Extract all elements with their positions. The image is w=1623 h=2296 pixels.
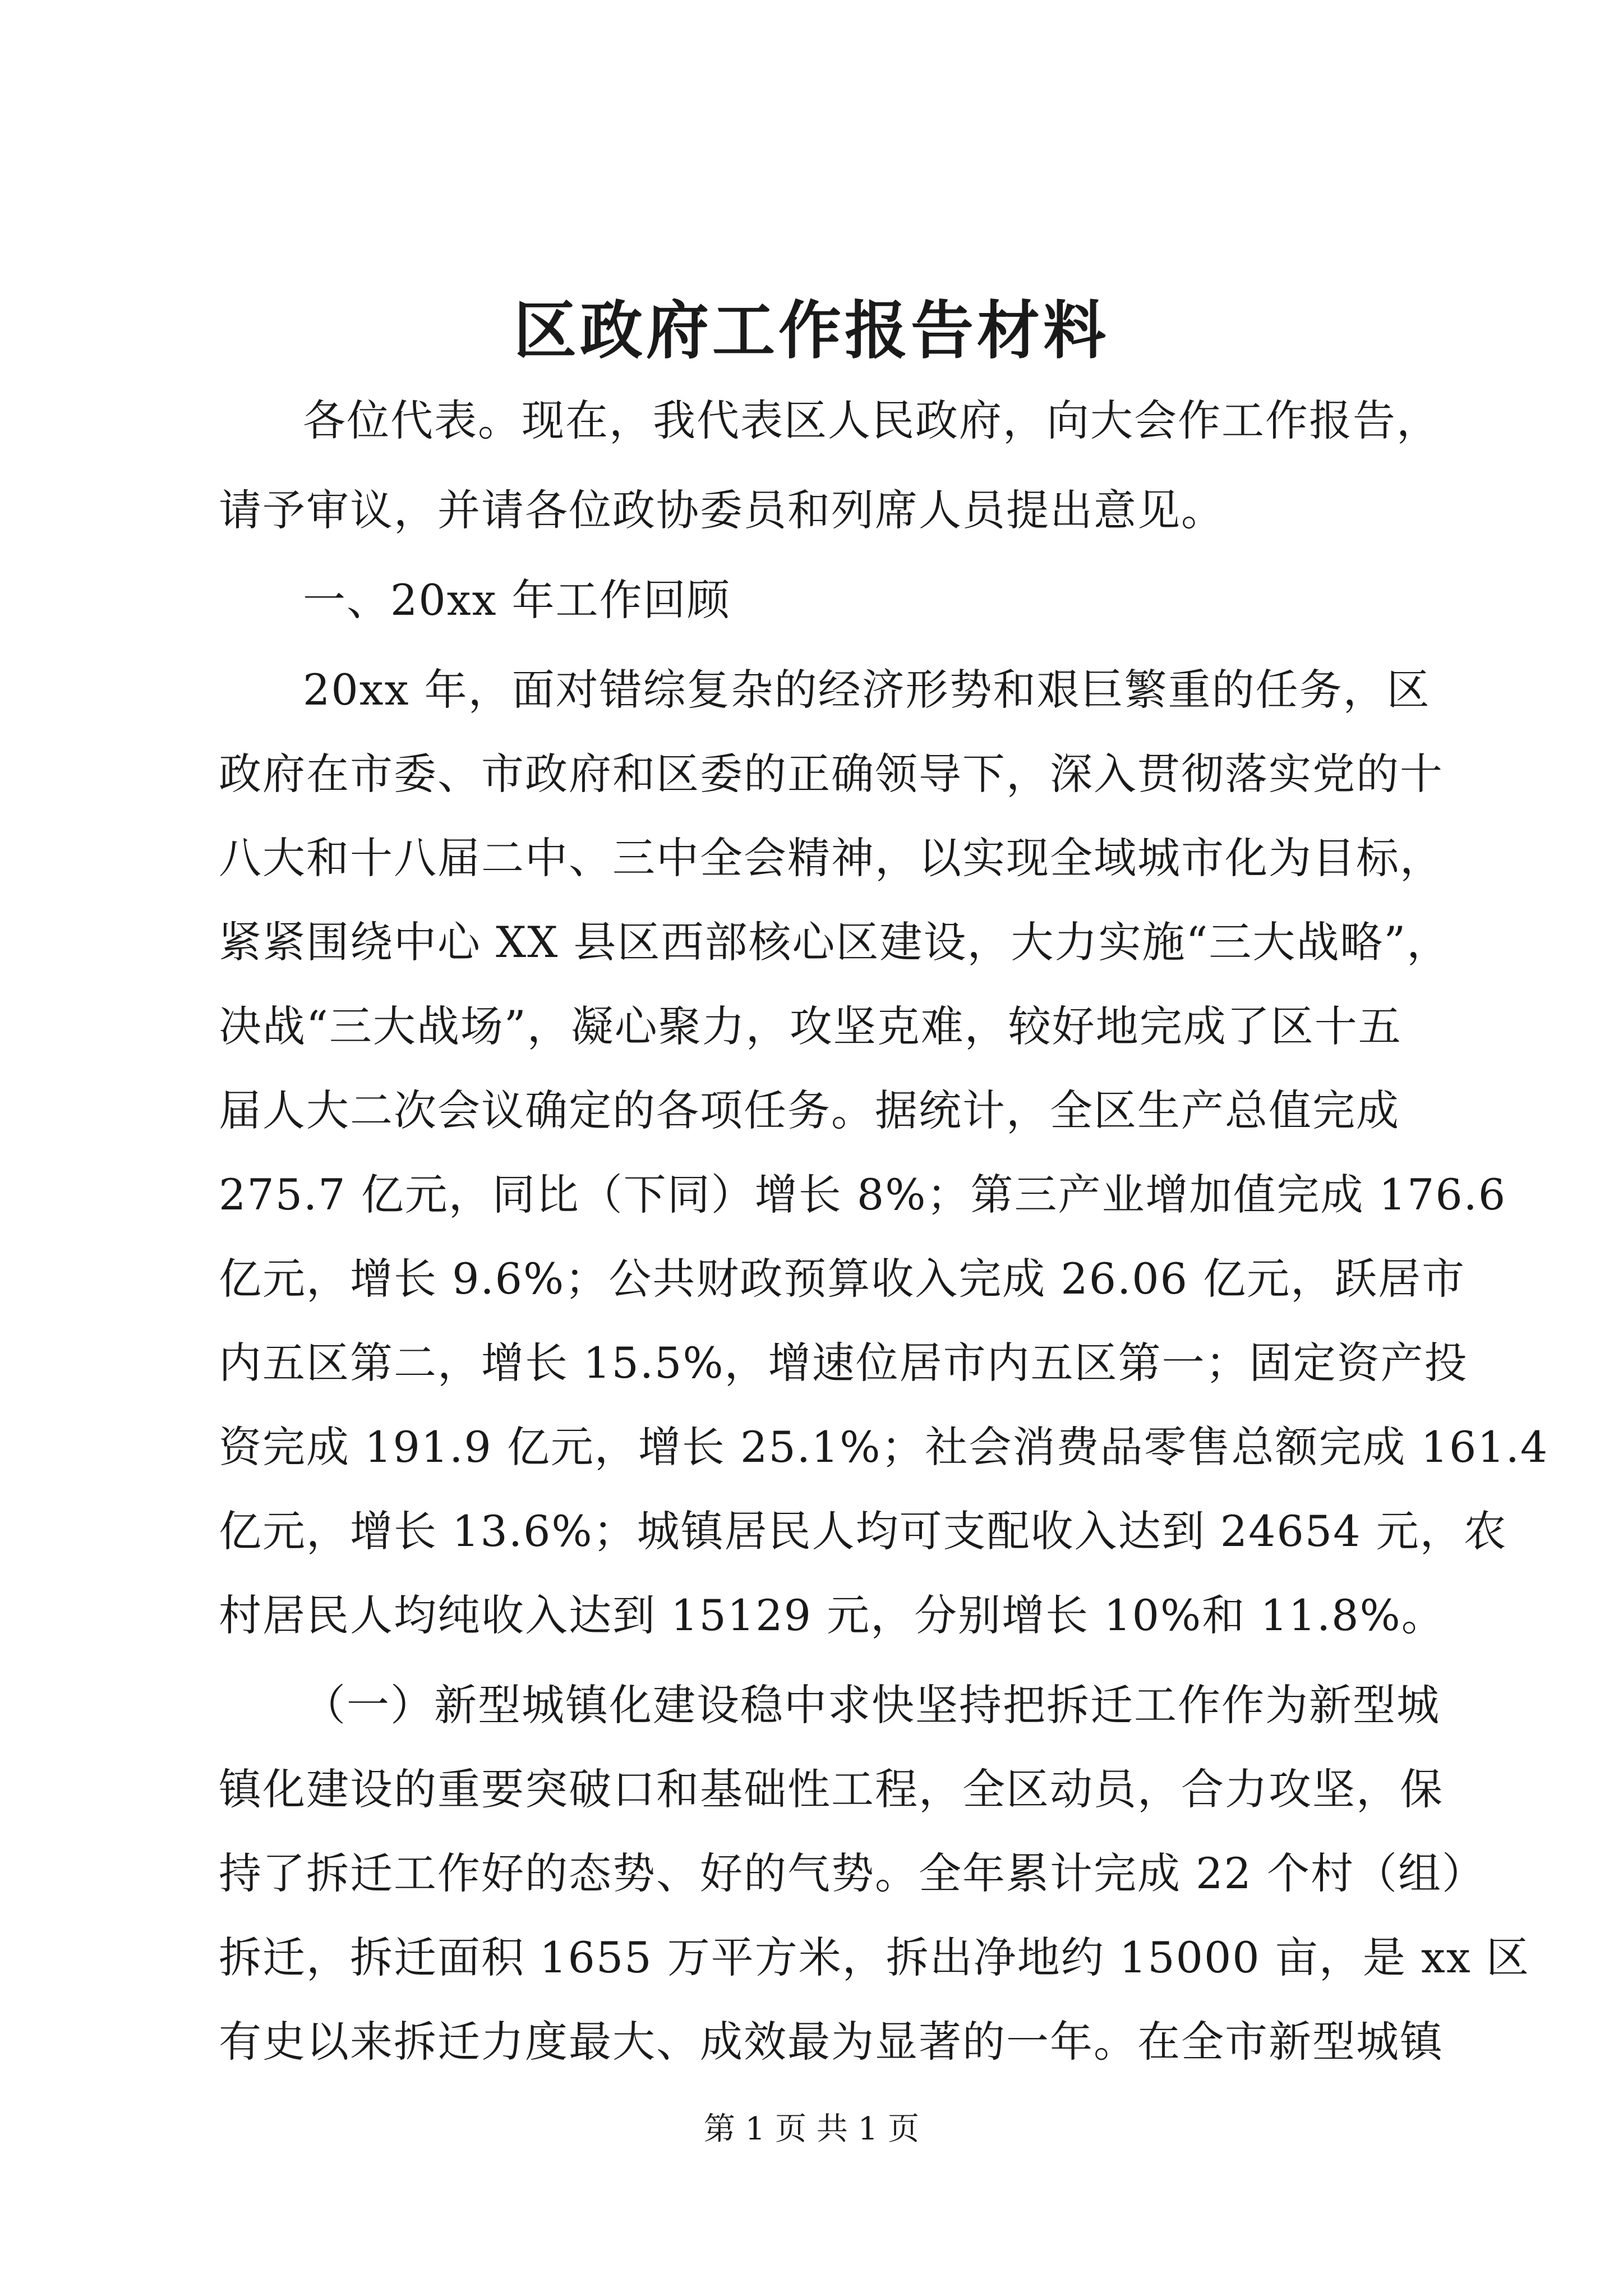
document-title: 区政府工作报告材料 <box>514 294 1109 367</box>
body-line: 内五区第二，增长 15.5%，增速位居市内五区第一；固定资产投 <box>219 1338 1468 1388</box>
body-line: 亿元，增长 9.6%；公共财政预算收入完成 26.06 亿元，跃居市 <box>219 1254 1466 1304</box>
page-footer: 第 1 页 共 1 页 <box>703 2111 920 2147</box>
body-line: 持了拆迁工作好的态势、好的气势。全年累计完成 22 个村（组） <box>219 1848 1486 1898</box>
body-line: 八大和十八届二中、三中全会精神，以实现全域城市化为目标， <box>219 833 1444 883</box>
body-line: 20xx 年，面对错综复杂的经济形势和艰巨繁重的任务，区 <box>303 665 1431 715</box>
body-line: 届人大二次会议确定的各项任务。据统计，全区生产总值完成 <box>219 1085 1400 1135</box>
body-line: 资完成 191.9 亿元，增长 25.1%；社会消费品零售总额完成 161.4 <box>219 1422 1549 1472</box>
body-line: 紧紧围绕中心 XX 县区西部核心区建设，大力实施“三大战略”， <box>219 917 1451 967</box>
body-line: 请予审议，并请各位政协委员和列席人员提出意见。 <box>219 485 1225 535</box>
body-line: 拆迁，拆迁面积 1655 万平方米，拆出净地约 15000 亩，是 xx 区 <box>219 1932 1530 1982</box>
body-line: 有史以来拆迁力度最大、成效最为显著的一年。在全市新型城镇 <box>219 2017 1444 2067</box>
body-line: （一）新型城镇化建设稳中求快坚持把拆迁工作作为新型城 <box>303 1680 1440 1730</box>
body-line: 各位代表。现在，我代表区人民政府，向大会作工作报告， <box>303 395 1440 445</box>
body-line: 政府在市委、市政府和区委的正确领导下，深入贯彻落实党的十 <box>219 749 1444 799</box>
body-line: 决战“三大战场”，凝心聚力，攻坚克难，较好地完成了区十五 <box>219 1001 1402 1051</box>
section-heading: 一、20xx 年工作回顾 <box>303 575 731 625</box>
body-line: 镇化建设的重要突破口和基础性工程，全区动员，合力攻坚，保 <box>219 1764 1444 1814</box>
body-line: 村居民人均纯收入达到 15129 元，分别增长 10%和 11.8%。 <box>219 1590 1445 1640</box>
body-line: 亿元，增长 13.6%；城镇居民人均可支配收入达到 24654 元，农 <box>219 1506 1507 1556</box>
body-line: 275.7 亿元，同比（下同）增长 8%；第三产业增加值完成 176.6 <box>219 1170 1507 1220</box>
